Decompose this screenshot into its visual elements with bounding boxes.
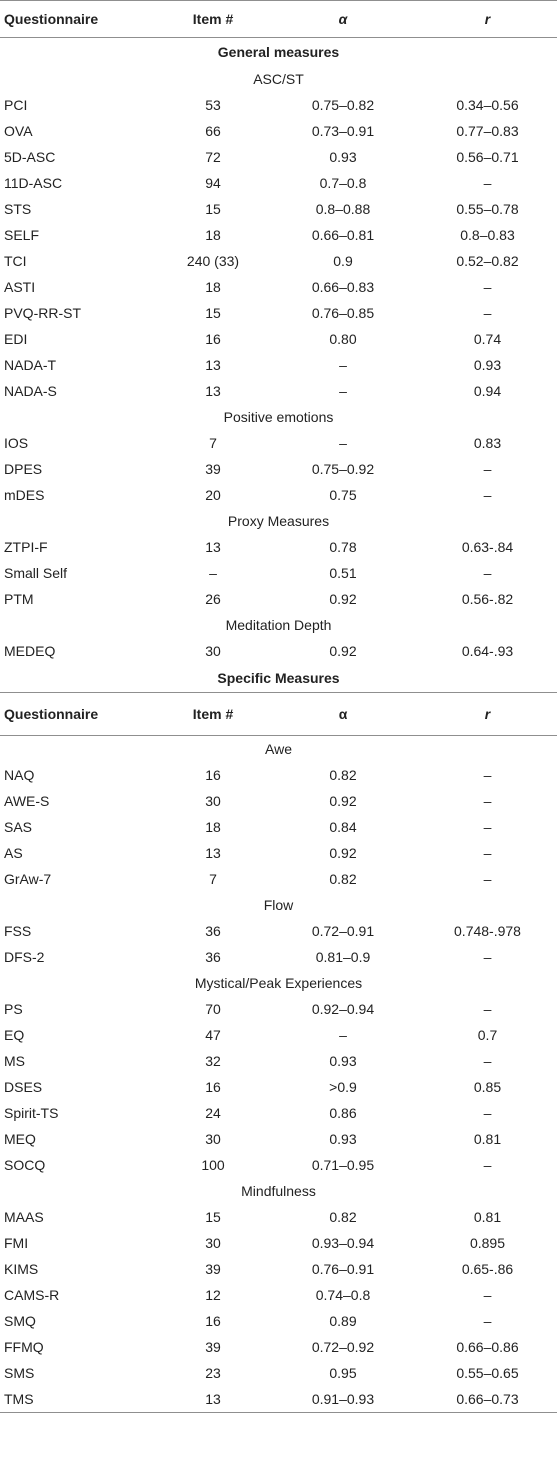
- cell-questionnaire: EDI: [4, 331, 28, 347]
- table-row: [0, 1022, 557, 1048]
- cell-alpha: 0.82: [329, 767, 357, 783]
- cell-alpha: –: [339, 357, 347, 373]
- table-row: [0, 944, 557, 970]
- cell-r: –: [483, 1001, 492, 1017]
- cell-questionnaire: MEDEQ: [4, 643, 56, 659]
- cell-questionnaire: 11D-ASC: [4, 175, 63, 191]
- section-title-row: [0, 38, 557, 67]
- specific-measures-title: Specific Measures: [217, 670, 340, 686]
- table-row: [0, 918, 557, 944]
- cell-questionnaire: CAMS-R: [4, 1287, 60, 1303]
- table-row: [0, 560, 557, 586]
- cell-r: 0.94: [473, 383, 502, 399]
- cell-r: –: [483, 305, 492, 321]
- cell-item-count: 16: [205, 767, 221, 783]
- cell-r: 0.56–0.71: [456, 149, 519, 165]
- cell-r: –: [483, 1313, 492, 1329]
- cell-r: 0.52–0.82: [456, 253, 519, 269]
- table-row: [0, 840, 557, 866]
- table-row: [0, 1334, 557, 1360]
- cell-r: –: [483, 487, 492, 503]
- header-r-label: r: [484, 11, 491, 27]
- table-row: [0, 144, 557, 170]
- cell-r: 0.81: [473, 1131, 502, 1147]
- cell-r: 0.748-.978: [454, 923, 521, 939]
- table-row: [0, 248, 557, 274]
- specific-header-alpha-label: α: [338, 706, 348, 722]
- cell-questionnaire: TCI: [4, 253, 27, 269]
- cell-alpha: 0.78: [329, 539, 357, 555]
- cell-item-count: 15: [205, 1209, 221, 1225]
- cell-alpha: 0.89: [329, 1313, 357, 1329]
- cell-r: 0.66–0.73: [418, 1386, 557, 1413]
- table-row: [0, 1360, 557, 1386]
- cell-alpha: –: [339, 383, 347, 399]
- cell-questionnaire: EQ: [4, 1027, 25, 1043]
- table-row: [0, 300, 557, 326]
- cell-questionnaire: NAQ: [4, 767, 35, 783]
- table-row: [0, 788, 557, 814]
- cell-alpha: 0.92–0.94: [311, 1001, 375, 1017]
- header-r: [418, 1, 557, 38]
- cell-alpha: 0.75–0.82: [311, 97, 375, 113]
- cell-item-count: 15: [205, 201, 221, 217]
- cell-questionnaire: PCI: [4, 97, 28, 113]
- specific-measures-title-body: [0, 664, 557, 736]
- cell-r: 0.83: [473, 435, 502, 451]
- cell-questionnaire: DSES: [4, 1079, 43, 1095]
- table-row: [0, 996, 557, 1022]
- cell-questionnaire: SELF: [4, 227, 40, 243]
- group-title-row: [0, 404, 557, 430]
- cell-questionnaire: ZTPI-F: [4, 539, 48, 555]
- cell-questionnaire: DPES: [4, 461, 43, 477]
- cell-item-count: 18: [205, 279, 221, 295]
- cell-alpha: 0.80: [329, 331, 357, 347]
- table-row: [0, 1256, 557, 1282]
- cell-r: –: [483, 1157, 492, 1173]
- section-title-row: [0, 664, 557, 693]
- cell-r: 0.64-.93: [461, 643, 514, 659]
- cell-alpha: 0.73–0.91: [311, 123, 375, 139]
- cell-r: 0.55–0.78: [456, 201, 519, 217]
- cell-questionnaire: MAAS: [4, 1209, 44, 1225]
- cell-item-count: 18: [205, 227, 221, 243]
- cell-alpha: –: [339, 435, 347, 451]
- general-measures-body: [0, 38, 557, 665]
- cell-alpha: 0.8–0.88: [315, 201, 371, 217]
- cell-r: –: [483, 767, 492, 783]
- cell-alpha: 0.95: [329, 1365, 357, 1381]
- cell-r: –: [483, 949, 492, 965]
- group-title-row: [0, 970, 557, 996]
- table-row: [0, 118, 557, 144]
- table-row: [0, 378, 557, 404]
- cell-alpha: 0.66–0.83: [311, 279, 375, 295]
- header-questionnaire: Questionnaire: [0, 1, 158, 38]
- group-title: ASC/ST: [253, 71, 304, 87]
- table-row: [0, 1152, 557, 1178]
- cell-alpha: 0.75–0.92: [311, 461, 375, 477]
- cell-r: –: [483, 279, 492, 295]
- cell-item-count: 39: [205, 1339, 221, 1355]
- cell-alpha: 0.72–0.91: [311, 923, 375, 939]
- cell-alpha: 0.82: [329, 1209, 357, 1225]
- cell-r: –: [483, 565, 492, 581]
- cell-alpha: 0.72–0.92: [311, 1339, 375, 1355]
- cell-questionnaire: FFMQ: [4, 1339, 44, 1355]
- cell-item-count: 23: [205, 1365, 221, 1381]
- table-row: [0, 1230, 557, 1256]
- cell-questionnaire: Spirit-TS: [4, 1105, 59, 1121]
- cell-alpha: 0.93: [329, 149, 357, 165]
- table-row: [0, 1386, 557, 1413]
- cell-questionnaire: SAS: [4, 819, 33, 835]
- cell-alpha: 0.86: [329, 1105, 357, 1121]
- cell-questionnaire: AS: [4, 845, 23, 861]
- cell-alpha: 0.75: [329, 487, 357, 503]
- cell-item-count: 30: [205, 1235, 221, 1251]
- specific-header-r: [418, 693, 557, 736]
- cell-questionnaire: ASTI: [4, 279, 36, 295]
- cell-item-count: 32: [205, 1053, 221, 1069]
- cell-item-count: 53: [205, 97, 221, 113]
- cell-item-count: 13: [158, 1386, 268, 1413]
- table-row: [0, 1126, 557, 1152]
- cell-item-count: 39: [205, 1261, 221, 1277]
- cell-item-count: 7: [209, 435, 217, 451]
- cell-alpha: 0.76–0.85: [311, 305, 375, 321]
- cell-questionnaire: IOS: [4, 435, 29, 451]
- cell-alpha: 0.66–0.81: [311, 227, 375, 243]
- table-row: [0, 1204, 557, 1230]
- specific-header-row: [0, 693, 557, 736]
- header-alpha: [268, 1, 418, 38]
- general-measures-title: General measures: [217, 44, 340, 60]
- cell-item-count: 36: [205, 949, 221, 965]
- group-title-row: [0, 736, 557, 763]
- cell-alpha: 0.93–0.94: [311, 1235, 375, 1251]
- table-row: [0, 196, 557, 222]
- table-row: [0, 456, 557, 482]
- table-row: [0, 1074, 557, 1100]
- cell-item-count: 13: [205, 357, 221, 373]
- cell-alpha: 0.76–0.91: [311, 1261, 375, 1277]
- cell-r: –: [483, 1287, 492, 1303]
- cell-r: 0.93: [473, 357, 502, 373]
- header-item: Item #: [158, 1, 268, 38]
- cell-alpha: 0.81–0.9: [315, 949, 371, 965]
- cell-r: 0.8–0.83: [460, 227, 515, 243]
- cell-item-count: 100: [201, 1157, 225, 1173]
- cell-questionnaire: AWE-S: [4, 793, 50, 809]
- header-alpha-label: α: [338, 11, 348, 27]
- cell-r: 0.34–0.56: [456, 97, 519, 113]
- cell-item-count: 13: [205, 845, 221, 861]
- cell-questionnaire: FMI: [4, 1235, 29, 1251]
- cell-r: –: [483, 845, 492, 861]
- cell-item-count: 16: [205, 331, 221, 347]
- table-row: [0, 1048, 557, 1074]
- cell-questionnaire: MEQ: [4, 1131, 36, 1147]
- group-title: Flow: [263, 897, 294, 913]
- specific-header-item: Item #: [158, 693, 268, 736]
- cell-questionnaire: mDES: [4, 487, 45, 503]
- cell-item-count: 13: [205, 539, 221, 555]
- cell-alpha: 0.91–0.93: [268, 1386, 418, 1413]
- table-row: [0, 326, 557, 352]
- cell-alpha: 0.51: [329, 565, 357, 581]
- cell-r: 0.65-.86: [461, 1261, 514, 1277]
- cell-questionnaire: PS: [4, 1001, 23, 1017]
- cell-alpha: 0.74–0.8: [315, 1287, 371, 1303]
- cell-item-count: 72: [205, 149, 221, 165]
- cell-questionnaire: STS: [4, 201, 32, 217]
- cell-r: –: [483, 175, 492, 191]
- group-title: Awe: [265, 741, 292, 757]
- specific-header-r-label: r: [484, 706, 491, 722]
- cell-alpha: 0.92: [329, 845, 357, 861]
- group-title-row: [0, 612, 557, 638]
- table-row: [0, 92, 557, 118]
- table-row: [0, 274, 557, 300]
- table-row: [0, 1100, 557, 1126]
- specific-header-alpha: [268, 693, 418, 736]
- table-row: [0, 586, 557, 612]
- cell-r: 0.85: [473, 1079, 502, 1095]
- table-row: [0, 170, 557, 196]
- table-row: [0, 638, 557, 664]
- cell-item-count: 240 (33): [186, 253, 240, 269]
- cell-questionnaire: Small Self: [4, 565, 68, 581]
- cell-alpha: 0.92: [329, 643, 357, 659]
- group-title: Positive emotions: [223, 409, 334, 425]
- cell-questionnaire: DFS-2: [4, 949, 45, 965]
- cell-alpha: 0.93: [329, 1053, 357, 1069]
- cell-questionnaire: GrAw-7: [4, 871, 52, 887]
- cell-r: 0.77–0.83: [456, 123, 519, 139]
- cell-r: –: [483, 1105, 492, 1121]
- cell-questionnaire: NADA-T: [4, 357, 57, 373]
- table-row: [0, 482, 557, 508]
- cell-r: –: [483, 819, 492, 835]
- cell-r: 0.63-.84: [461, 539, 514, 555]
- table-row: [0, 814, 557, 840]
- cell-item-count: 30: [205, 1131, 221, 1147]
- cell-alpha: –: [339, 1027, 347, 1043]
- cell-r: –: [483, 871, 492, 887]
- cell-questionnaire: KIMS: [4, 1261, 39, 1277]
- group-title: Meditation Depth: [225, 617, 332, 633]
- cell-r: 0.56-.82: [461, 591, 514, 607]
- cell-item-count: 30: [205, 793, 221, 809]
- cell-r: –: [483, 461, 492, 477]
- cell-alpha: 0.92: [329, 793, 357, 809]
- cell-alpha: 0.9: [333, 253, 353, 269]
- group-title-row: [0, 508, 557, 534]
- cell-r: 0.7: [477, 1027, 498, 1043]
- cell-item-count: 18: [205, 819, 221, 835]
- table-row: [0, 430, 557, 456]
- table-row: [0, 1308, 557, 1334]
- group-title: Mindfulness: [241, 1183, 316, 1199]
- group-title: Mystical/Peak Experiences: [194, 975, 363, 991]
- cell-questionnaire: PVQ-RR-ST: [4, 305, 81, 321]
- cell-item-count: 26: [205, 591, 221, 607]
- cell-item-count: 15: [205, 305, 221, 321]
- cell-questionnaire: TMS: [0, 1386, 158, 1413]
- cell-r: –: [483, 793, 492, 809]
- cell-alpha: 0.82: [329, 871, 357, 887]
- cell-item-count: 30: [205, 643, 221, 659]
- cell-item-count: 66: [205, 123, 221, 139]
- cell-questionnaire: NADA-S: [4, 383, 57, 399]
- table-row: [0, 222, 557, 248]
- specific-measures-body: [0, 736, 557, 1413]
- cell-item-count: 16: [205, 1313, 221, 1329]
- cell-questionnaire: SOCQ: [4, 1157, 46, 1173]
- cell-item-count: 39: [205, 461, 221, 477]
- table-row: [0, 762, 557, 788]
- cell-alpha: >0.9: [329, 1079, 357, 1095]
- cell-alpha: 0.84: [329, 819, 357, 835]
- cell-questionnaire: OVA: [4, 123, 33, 139]
- group-title-row: [0, 66, 557, 92]
- cell-questionnaire: SMQ: [4, 1313, 36, 1329]
- cell-questionnaire: FSS: [4, 923, 32, 939]
- cell-item-count: 24: [205, 1105, 221, 1121]
- table-row: [0, 1282, 557, 1308]
- cell-r: 0.74: [473, 331, 502, 347]
- cell-item-count: 7: [209, 871, 217, 887]
- cell-alpha: 0.92: [329, 591, 357, 607]
- cell-r: 0.81: [473, 1209, 502, 1225]
- group-title: Proxy Measures: [227, 513, 330, 529]
- cell-questionnaire: 5D-ASC: [4, 149, 56, 165]
- cell-questionnaire: SMS: [4, 1365, 35, 1381]
- cell-r: 0.55–0.65: [456, 1365, 519, 1381]
- cell-item-count: 47: [205, 1027, 221, 1043]
- cell-alpha: 0.71–0.95: [311, 1157, 375, 1173]
- cell-item-count: 13: [205, 383, 221, 399]
- cell-item-count: 36: [205, 923, 221, 939]
- specific-header-questionnaire: Questionnaire: [0, 693, 158, 736]
- table-row: [0, 866, 557, 892]
- group-title-row: [0, 892, 557, 918]
- cell-questionnaire: PTM: [4, 591, 34, 607]
- cell-r: 0.66–0.86: [456, 1339, 519, 1355]
- cell-r: –: [483, 1053, 492, 1069]
- cell-alpha: 0.93: [329, 1131, 357, 1147]
- group-title-row: [0, 1178, 557, 1204]
- table-header-row: [0, 1, 557, 38]
- cell-item-count: 94: [205, 175, 221, 191]
- cell-alpha: 0.7–0.8: [319, 175, 367, 191]
- cell-item-count: 70: [205, 1001, 221, 1017]
- cell-item-count: –: [209, 565, 217, 581]
- cell-item-count: 12: [205, 1287, 221, 1303]
- table-row: [0, 352, 557, 378]
- cell-item-count: 16: [205, 1079, 221, 1095]
- table-row: [0, 534, 557, 560]
- cell-r: 0.895: [469, 1235, 506, 1251]
- cell-questionnaire: MS: [4, 1053, 25, 1069]
- cell-item-count: 20: [205, 487, 221, 503]
